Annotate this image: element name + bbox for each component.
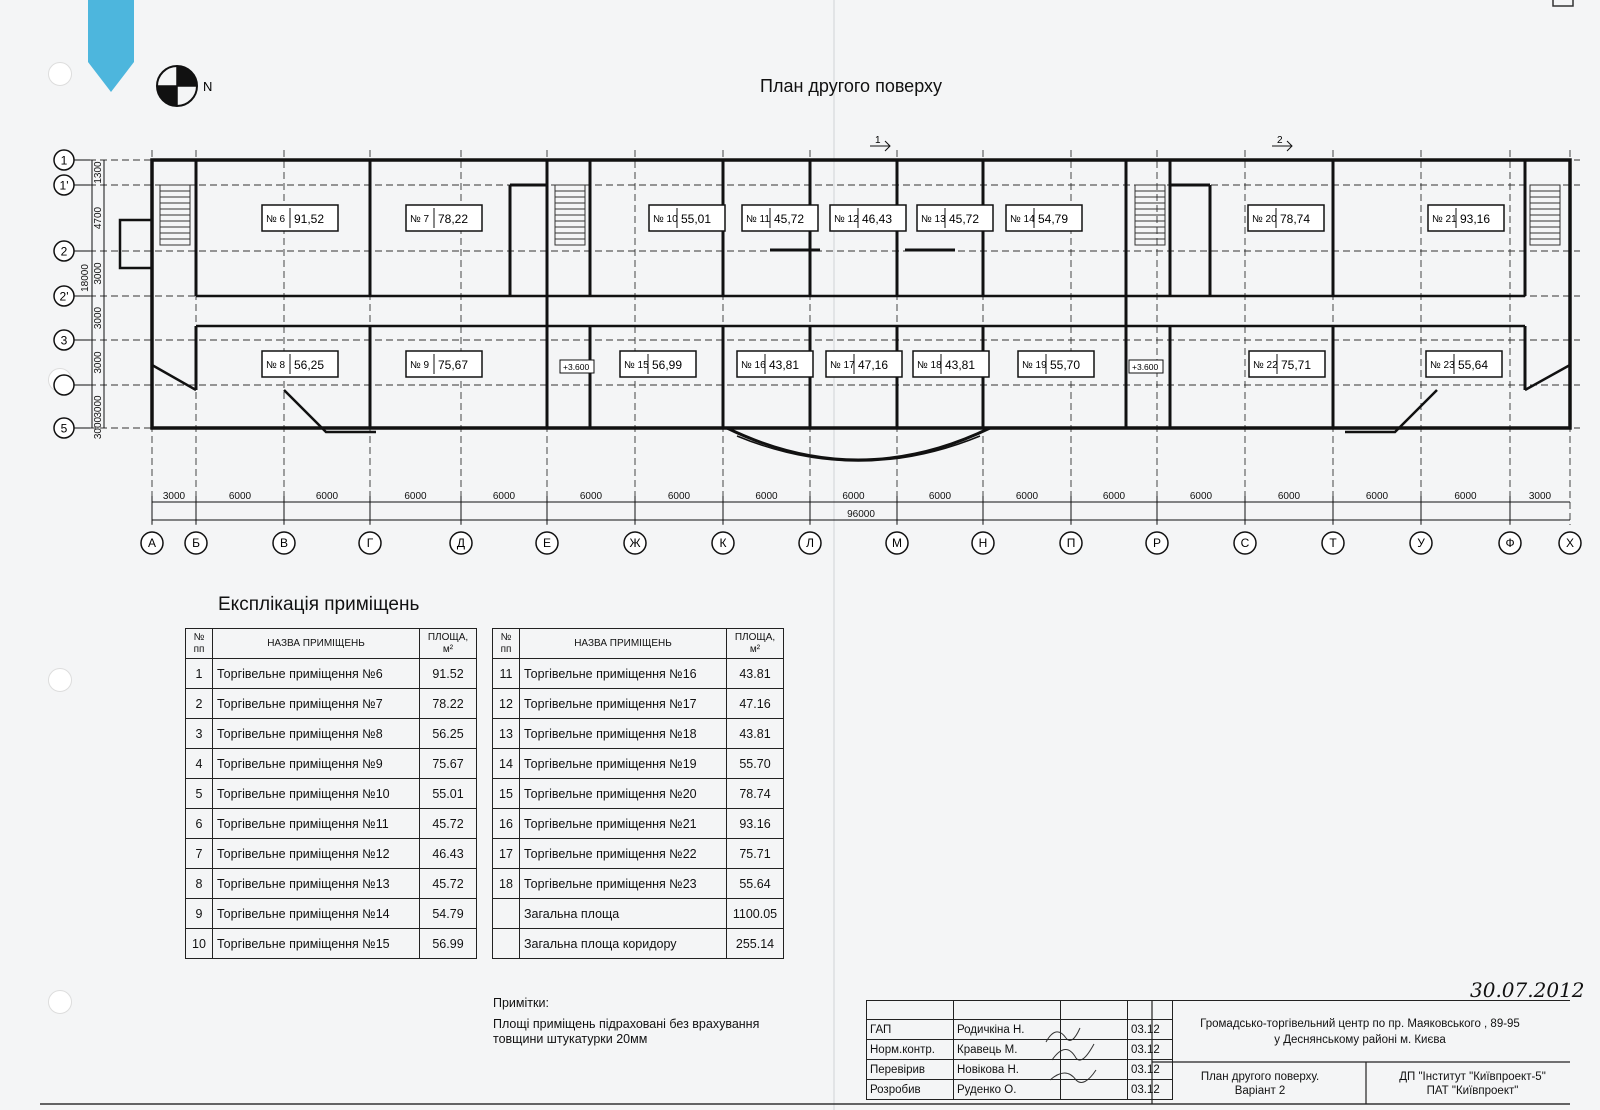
room-label-top (406, 205, 482, 231)
room-name: Торгівельне приміщення №23 (520, 869, 727, 899)
row-number: 17 (493, 839, 520, 869)
room-name: Торгівельне приміщення №18 (520, 719, 727, 749)
svg-text:Н: Н (978, 536, 988, 550)
room-area: 43,81 (945, 358, 976, 372)
project-name (1170, 1016, 1550, 1048)
room-area: 75,71 (1281, 358, 1312, 372)
row-dimension: 3000 (93, 416, 104, 440)
svg-text:3: 3 (60, 333, 68, 348)
section-marks (870, 135, 1292, 151)
room-area: 55.01 (420, 779, 477, 809)
svg-text:У: У (1417, 536, 1425, 550)
svg-text:2: 2 (60, 244, 68, 259)
svg-text:1: 1 (60, 153, 68, 168)
room-name: Торгівельне приміщення №15 (213, 929, 420, 959)
room-number: № 22 (1253, 360, 1278, 371)
section-mark-1: 1 (875, 135, 881, 146)
notes-heading: Примітки: (493, 996, 549, 1010)
room-name: Торгівельне приміщення №9 (213, 749, 420, 779)
table-row (186, 659, 477, 689)
room-number: № 8 (266, 360, 286, 371)
room-area: 255.14 (727, 929, 784, 959)
room-label-bottom (1426, 351, 1502, 377)
handwritten-date: 30.07.2012 (1470, 978, 1585, 1002)
row-number: 9 (186, 899, 213, 929)
room-area: 78.74 (727, 779, 784, 809)
room-number: № 11 (746, 214, 770, 225)
header-name: НАЗВА ПРИМІЩЕНЬ (213, 629, 420, 659)
explication-title: Експлікація приміщень (218, 594, 420, 615)
room-number: № 17 (830, 360, 855, 371)
grid-col-bubble (1410, 532, 1432, 554)
svg-text:Т: Т (1329, 536, 1337, 550)
room-area: 55.70 (727, 749, 784, 779)
stamp-signature (1061, 1040, 1128, 1060)
row-dimension: 3000 (93, 262, 104, 285)
row-number: 12 (493, 689, 520, 719)
stamp-row (867, 1060, 1173, 1080)
room-label-top (1006, 205, 1082, 231)
room-area: 78.22 (420, 689, 477, 719)
room-area: 93,16 (1460, 212, 1491, 226)
room-name: Торгівельне приміщення №14 (213, 899, 420, 929)
grid-col-bubble (712, 532, 734, 554)
level-mark-left: +3.600 (563, 362, 590, 372)
svg-text:Х: Х (1565, 536, 1575, 550)
table-row (186, 689, 477, 719)
svg-text:Ф: Ф (1505, 536, 1515, 550)
room-area: 56.25 (420, 719, 477, 749)
room-area: 54.79 (420, 899, 477, 929)
room-name: Торгівельне приміщення №22 (520, 839, 727, 869)
table-row (493, 809, 784, 839)
svg-text:Б: Б (192, 536, 200, 550)
sheet-name (1150, 1070, 1370, 1098)
svg-text:М: М (892, 536, 902, 550)
stamp-row (867, 1040, 1173, 1060)
row-number: 3 (186, 719, 213, 749)
notes (493, 996, 759, 1047)
stamp-date: 03.12 (1128, 1080, 1173, 1100)
svg-text:5: 5 (60, 421, 68, 436)
level-mark-right: +3.600 (1132, 362, 1159, 372)
room-area: 45,72 (949, 212, 980, 226)
grid-col-bubble (359, 532, 381, 554)
table-row (493, 929, 784, 959)
header-area: ПЛОЩА, м² (420, 629, 477, 659)
row-number: 2 (186, 689, 213, 719)
room-number: № 15 (624, 360, 649, 371)
col-dimension: 6000 (928, 491, 952, 502)
room-name: Загальна площа (520, 899, 727, 929)
stamp-name: Родичкіна Н. (954, 1020, 1061, 1040)
grid-col-bubble (1499, 532, 1521, 554)
room-number: № 16 (741, 360, 766, 371)
stamp-date: 03.12 (1128, 1020, 1173, 1040)
room-label-bottom (1018, 351, 1094, 377)
explication-table-right (492, 628, 784, 959)
sheet-line-1: План другого поверху. (1200, 1071, 1320, 1083)
stamp-date: 03.12 (1128, 1060, 1173, 1080)
room-number: № 12 (834, 214, 859, 225)
room-area: 55.64 (727, 869, 784, 899)
row-number (493, 899, 520, 929)
row-number: 7 (186, 839, 213, 869)
table-row (493, 779, 784, 809)
bookmark-tab (88, 0, 134, 92)
room-name: Торгівельне приміщення №10 (213, 779, 420, 809)
total-width-dimension: 96000 (847, 509, 875, 520)
stamp-role: ГАП (867, 1020, 954, 1040)
table-row (186, 899, 477, 929)
svg-text:Л: Л (806, 536, 814, 550)
section-mark-2: 2 (1277, 135, 1283, 146)
stamp-signature (1061, 1080, 1128, 1100)
room-area: 78,74 (1280, 212, 1311, 226)
explication-table-left (185, 628, 477, 959)
room-area: 43,81 (769, 358, 800, 372)
room-label-top (1248, 205, 1324, 231)
svg-text:Г: Г (366, 536, 374, 550)
table-row (493, 899, 784, 929)
row-number: 18 (493, 869, 520, 899)
row-dimension: 3000 (93, 306, 104, 330)
col-dimension: 6000 (404, 491, 427, 502)
grid-row-bubble (54, 150, 90, 170)
header-no: № пп (186, 629, 213, 659)
grid-col-bubble (1146, 532, 1168, 554)
room-name: Торгівельне приміщення №13 (213, 869, 420, 899)
grid-col-bubble (536, 532, 558, 554)
row-dimension: 3000 (93, 395, 104, 418)
col-dimension: 6000 (1277, 491, 1301, 502)
row-number: 1 (186, 659, 213, 689)
col-dimension: 6000 (755, 491, 778, 502)
room-name: Торгівельне приміщення №20 (520, 779, 727, 809)
room-name: Торгівельне приміщення №7 (213, 689, 420, 719)
row-number: 11 (493, 659, 520, 689)
grid-col-bubble (1322, 532, 1344, 554)
room-area: 1100.05 (727, 899, 784, 929)
svg-text:П: П (1066, 536, 1076, 550)
row-number (493, 929, 520, 959)
room-label-bottom (737, 351, 813, 377)
table-row (186, 779, 477, 809)
grid-col-bubble (624, 532, 646, 554)
svg-text:Ж: Ж (629, 536, 641, 550)
room-name: Торгівельне приміщення №21 (520, 809, 727, 839)
stamp-date: 03.12 (1128, 1040, 1173, 1060)
room-area: 75.71 (727, 839, 784, 869)
grid-col-bubble (1060, 532, 1082, 554)
table-row (186, 839, 477, 869)
table-row (186, 869, 477, 899)
table-header-row (493, 629, 784, 659)
room-area: 47,16 (858, 358, 889, 372)
stamp-name: Кравець М. (954, 1040, 1061, 1060)
room-label-top (830, 205, 906, 231)
room-label-bottom (620, 351, 696, 377)
row-dimension: 1300 (93, 161, 104, 184)
stamp-name: Руденко О. (954, 1080, 1061, 1100)
room-area: 56,25 (294, 358, 325, 372)
svg-text:В: В (279, 536, 289, 550)
svg-text:Р: Р (1152, 536, 1162, 550)
table-row (186, 929, 477, 959)
room-name: Торгівельне приміщення №19 (520, 749, 727, 779)
stamp-role: Розробив (867, 1080, 954, 1100)
room-number: № 14 (1010, 214, 1035, 225)
svg-text:Д: Д (456, 536, 466, 550)
row-number: 16 (493, 809, 520, 839)
stamp-role: Норм.контр. (867, 1040, 954, 1060)
row-number: 8 (186, 869, 213, 899)
room-area: 46,43 (862, 212, 893, 226)
room-number: № 23 (1430, 360, 1455, 371)
grid-row-bubble (54, 330, 90, 350)
room-name: Торгівельне приміщення №8 (213, 719, 420, 749)
room-area: 56.99 (420, 929, 477, 959)
plan-title: План другого поверху (760, 76, 943, 96)
sheet-line-2: Варіант 2 (1234, 1085, 1286, 1097)
room-label-bottom (262, 351, 338, 377)
room-name: Торгівельне приміщення №12 (213, 839, 420, 869)
room-area: 93.16 (727, 809, 784, 839)
col-dimension: 6000 (1454, 491, 1477, 502)
row-number: 14 (493, 749, 520, 779)
room-number: № 9 (410, 360, 430, 371)
room-label-top (1428, 205, 1504, 231)
room-name: Торгівельне приміщення №16 (520, 659, 727, 689)
table-row (186, 749, 477, 779)
room-area: 91.52 (420, 659, 477, 689)
table-row (493, 659, 784, 689)
grid-col-bubble (886, 532, 908, 554)
row-number: 15 (493, 779, 520, 809)
room-area: 75,67 (438, 358, 469, 372)
project-line-1: Громадсько-торгівельний центр по пр. Маяковського , 89-95 (1200, 1018, 1520, 1030)
header-no: № пп (493, 629, 520, 659)
grid-row-bubble (54, 241, 90, 261)
room-label-top (262, 205, 338, 231)
room-name: Загальна площа коридору (520, 929, 727, 959)
table-row (186, 809, 477, 839)
col-dimension: 3000 (1528, 491, 1552, 502)
room-area: 55,64 (1458, 358, 1489, 372)
table-row (493, 839, 784, 869)
svg-text:Е: Е (542, 536, 552, 550)
notes-line-1: Площі приміщень підраховані без врахування (493, 1017, 760, 1031)
room-label-bottom (913, 351, 989, 377)
row-number: 4 (186, 749, 213, 779)
grid-col-bubble (450, 532, 472, 554)
room-label-bottom (1249, 351, 1325, 377)
room-area: 43.81 (727, 719, 784, 749)
room-label-top (742, 205, 818, 231)
grid-col-bubble (1234, 532, 1256, 554)
room-name: Торгівельне приміщення №17 (520, 689, 727, 719)
room-area: 45.72 (420, 809, 477, 839)
project-line-2: у Деснянському районі м. Києва (1274, 1034, 1446, 1046)
col-dimension: 6000 (1189, 491, 1213, 502)
stamp-signature (1061, 1060, 1128, 1080)
table-row (186, 719, 477, 749)
svg-text:С: С (1240, 536, 1250, 550)
stamp-name: Новікова Н. (954, 1060, 1061, 1080)
svg-text:2': 2' (59, 289, 69, 304)
room-area: 47.16 (727, 689, 784, 719)
room-area: 46.43 (420, 839, 477, 869)
stamp-row (867, 1020, 1173, 1040)
org-line-1: ДП "Інститут "Київпроект-5" (1399, 1071, 1546, 1083)
table-row (493, 689, 784, 719)
room-number: № 6 (266, 214, 286, 225)
grid-col-bubble (799, 532, 821, 554)
organization (1375, 1070, 1570, 1098)
col-dimension: 6000 (492, 491, 516, 502)
north-label: N (203, 79, 213, 94)
grid-col-bubble (141, 532, 163, 554)
header-area: ПЛОЩА, м² (727, 629, 784, 659)
room-number: № 7 (410, 214, 430, 225)
room-name: Торгівельне приміщення №11 (213, 809, 420, 839)
room-area: 55,01 (681, 212, 712, 226)
table-header-row (186, 629, 477, 659)
room-label-top (649, 205, 725, 231)
col-dimension: 6000 (579, 491, 603, 502)
col-dimension: 6000 (315, 491, 339, 502)
room-label-top (917, 205, 993, 231)
room-number: № 20 (1252, 214, 1277, 225)
table-row (493, 719, 784, 749)
room-area: 45,72 (774, 212, 805, 226)
room-number: № 21 (1432, 214, 1457, 225)
row-dimension: 3000 (93, 351, 104, 374)
room-area: 56,99 (652, 358, 683, 372)
grid-col-bubble (972, 532, 994, 554)
row-number: 10 (186, 929, 213, 959)
grid-col-bubble (185, 532, 207, 554)
header-name: НАЗВА ПРИМІЩЕНЬ (520, 629, 727, 659)
north-arrow-icon (157, 66, 197, 106)
room-number: № 13 (921, 214, 946, 225)
grid-col-bubble (1559, 532, 1581, 554)
room-number: № 18 (917, 360, 942, 371)
col-dimension: 6000 (228, 491, 252, 502)
room-area: 55,70 (1050, 358, 1081, 372)
notes-line-2: товщини штукатурки 20мм (493, 1032, 648, 1046)
room-area: 43.81 (727, 659, 784, 689)
room-label-bottom (826, 351, 902, 377)
room-area: 54,79 (1038, 212, 1069, 226)
col-dimension: 3000 (162, 491, 186, 502)
room-area: 75.67 (420, 749, 477, 779)
svg-text:А: А (147, 536, 157, 550)
grid-col-bubble (273, 532, 295, 554)
col-dimension: 6000 (667, 491, 691, 502)
col-dimension: 6000 (842, 491, 865, 502)
col-dimension: 6000 (1102, 491, 1126, 502)
room-label-bottom (406, 351, 482, 377)
stamp-row (867, 1080, 1173, 1100)
total-height-dimension: 18000 (80, 264, 91, 292)
room-name: Торгівельне приміщення №6 (213, 659, 420, 689)
table-row (493, 869, 784, 899)
stamp-table (866, 1000, 1173, 1100)
row-number: 6 (186, 809, 213, 839)
room-number: № 19 (1022, 360, 1047, 371)
svg-text:1': 1' (59, 178, 69, 193)
room-area: 78,22 (438, 212, 469, 226)
room-area: 45.72 (420, 869, 477, 899)
grid-row-bubble (54, 175, 90, 195)
grid-row-bubble (54, 375, 90, 395)
room-area: 91,52 (294, 212, 325, 226)
stamp-spacer-row (867, 1001, 1173, 1020)
grid-row-bubble (54, 418, 90, 438)
table-row (493, 749, 784, 779)
room-number: № 10 (653, 214, 678, 225)
svg-text:К: К (719, 536, 727, 550)
stamp-role: Перевірив (867, 1060, 954, 1080)
col-dimension: 6000 (1015, 491, 1039, 502)
row-number: 5 (186, 779, 213, 809)
row-number: 13 (493, 719, 520, 749)
org-line-2: ПАТ "Київпроект" (1426, 1085, 1519, 1097)
row-dimension: 4700 (93, 206, 104, 230)
col-dimension: 6000 (1365, 491, 1389, 502)
stamp-signature (1061, 1020, 1128, 1040)
